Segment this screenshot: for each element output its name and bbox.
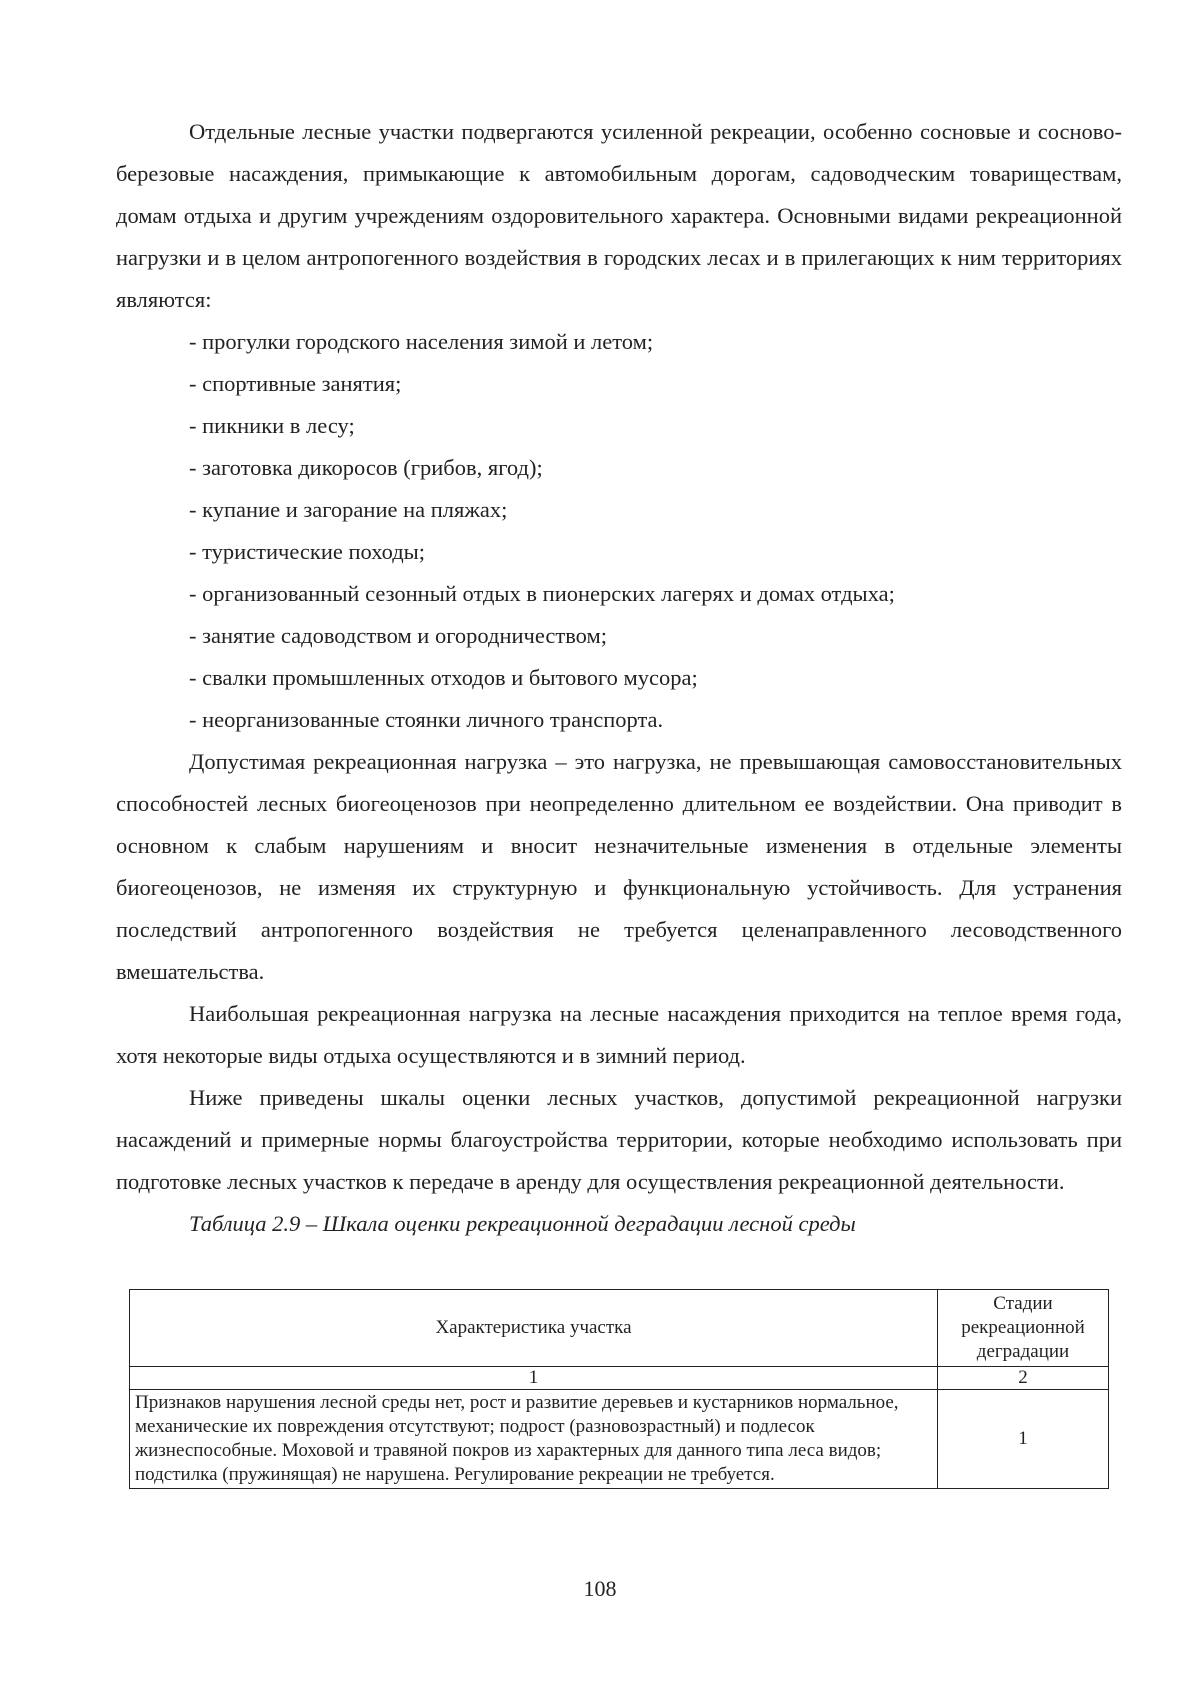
- body-text: [116, 111, 1122, 1245]
- degradation-scale-table: [129, 1289, 1109, 1489]
- header-degradation-stage: Стадии рекреационной деградации: [938, 1290, 1109, 1367]
- page-number: 108: [583, 1576, 617, 1601]
- list-item: - пикники в лесу;: [189, 413, 355, 438]
- table-row: [130, 1390, 1109, 1489]
- recreation-types-list: [116, 321, 1122, 741]
- column-number: 1: [130, 1367, 938, 1390]
- table-header-row: [130, 1290, 1109, 1367]
- row-stage: 1: [938, 1390, 1109, 1489]
- paragraph: Отдельные лесные участки подвергаются усиленной рекреации, особенно сосновые и сосново-березовые насаждения, примыкающие к автомобильным дорогам, садоводческим товариществам, домам отдыха и другим учреждениям оздоровительного характера. Основными видами рекреационной нагрузки и в целом антропогенного воздействия в городских лесах и в прилегающих к ним территориях являются:: [116, 119, 1122, 312]
- list-item: - неорганизованные стоянки личного транспорта.: [189, 707, 664, 732]
- list-item: - занятие садоводством и огородничеством;: [189, 623, 607, 648]
- paragraph: Ниже приведены шкалы оценки лесных участков, допустимой рекреационной нагрузки насаждений и примерные нормы благоустройства территории, которые необходимо использовать при подготовке лесных участков к передаче в аренду для осуществления рекреационной деятельности.: [116, 1085, 1122, 1194]
- paragraph: Наибольшая рекреационная нагрузка на лесные насаждения приходится на теплое время года, хотя некоторые виды отдыха осуществляются и в зимний период.: [116, 1001, 1122, 1068]
- header-site-characteristic: Характеристика участка: [130, 1290, 938, 1367]
- list-item: - прогулки городского населения зимой и летом;: [189, 329, 654, 354]
- table-caption: Таблица 2.9 – Шкала оценки рекреационной деградации лесной среды: [189, 1211, 856, 1236]
- list-item: - туристические походы;: [189, 539, 426, 564]
- list-item: - купание и загорание на пляжах;: [189, 497, 508, 522]
- column-number: 2: [938, 1367, 1109, 1390]
- list-item: - организованный сезонный отдых в пионерских лагерях и домах отдыха;: [189, 581, 895, 606]
- list-item: - спортивные занятия;: [189, 371, 402, 396]
- list-item: - заготовка дикоросов (грибов, ягод);: [189, 455, 543, 480]
- row-description: Признаков нарушения лесной среды нет, рост и развитие деревьев и кустарников нормальное, механические их повреждения отсутствуют; подрост (разновозрастный) и подлесок жизнеспособные. Моховой и травяной покров из характерных для данного типа леса видов; подстилка (пружинящая) не нарушена. Регулирование рекреации не требуется.: [130, 1390, 938, 1489]
- paragraph: Допустимая рекреационная нагрузка – это нагрузка, не превышающая самовосстановительных способностей лесных биогеоценозов при неопределенно длительном ее воздействии. Она приводит в основном к слабым нарушениям и вносит незначительные изменения в отдельные элементы биогеоценозов, не изменяя их структурную и функциональную устойчивость. Для устранения последствий антропогенного воздействия не требуется целенаправленного лесоводственного вмешательства.: [116, 749, 1122, 984]
- column-number-row: [130, 1367, 1109, 1390]
- list-item: - свалки промышленных отходов и бытового мусора;: [189, 665, 698, 690]
